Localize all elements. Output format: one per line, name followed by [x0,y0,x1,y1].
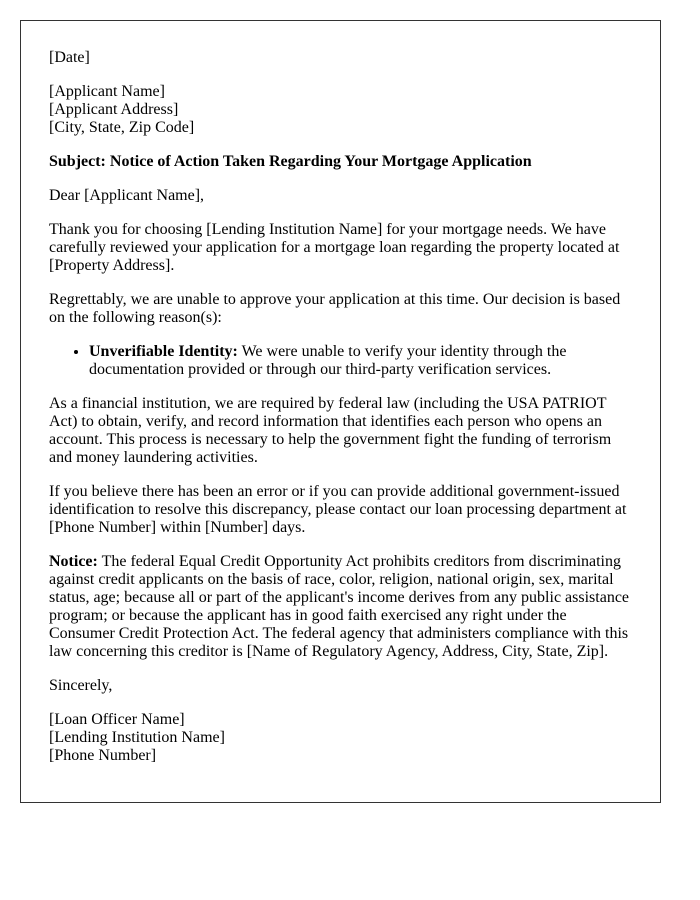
paragraph-intro: Thank you for choosing [Lending Institution Name] for your mortgage needs. We have carefully reviewed your application for a mortgage loan regarding the property located at [Property Address]. [49,221,620,274]
ecoa-notice [49,553,632,661]
notice-text: The federal Equal Credit Opportunity Act prohibits creditors from discriminating against credit applicants on the basis of race, color, religion, national origin, sex, marital status, age; because all or part of the applicant's income derives from any public assistance program; or because the applicant has in good faith exercised any right under the Consumer Credit Protection Act. The federal agency that administers compliance with this law concerning this creditor is [Name of Regulatory Agency, Address, City, State, Zip]. [49,553,630,660]
letter-container [20,20,661,803]
reason-text: We were unable to verify your identity through the documentation provided or through our third-party verification services. [89,343,567,378]
salutation: Dear [Applicant Name], [49,187,205,204]
recipient-city-state-zip: [City, State, Zip Code] [49,119,195,136]
letter-subject: Subject: Notice of Action Taken Regarding Your Mortgage Application [49,153,532,170]
signature-officer-name: [Loan Officer Name] [49,711,185,728]
reason-title: Unverifiable Identity: [89,343,238,360]
signature-institution-name: [Lending Institution Name] [49,729,225,746]
recipient-name: [Applicant Name] [49,83,165,100]
closing: Sincerely, [49,677,113,694]
signature-phone: [Phone Number] [49,747,157,764]
notice-label: Notice: [49,553,98,570]
reasons-list [49,343,632,379]
paragraph-contact: If you believe there has been an error or if you can provide additional government-issued identification to resolve this discrepancy, please contact our loan processing department at [Phone Number] within [Number] days. [49,483,627,536]
recipient-address: [Applicant Address] [49,101,179,118]
reason-item [89,343,632,379]
recipient-address-block [49,83,632,137]
paragraph-patriot-act: As a financial institution, we are required by federal law (including the USA PATRIOT Act) to obtain, verify, and record information that identifies each person who opens an account. This process is necessary to help the government fight the funding of terrorism and money laundering activities. [49,395,612,466]
paragraph-decision: Regrettably, we are unable to approve your application at this time. Our decision is based on the following reason(s): [49,291,621,326]
letter-date: [Date] [49,49,90,66]
signature-block [49,711,632,765]
